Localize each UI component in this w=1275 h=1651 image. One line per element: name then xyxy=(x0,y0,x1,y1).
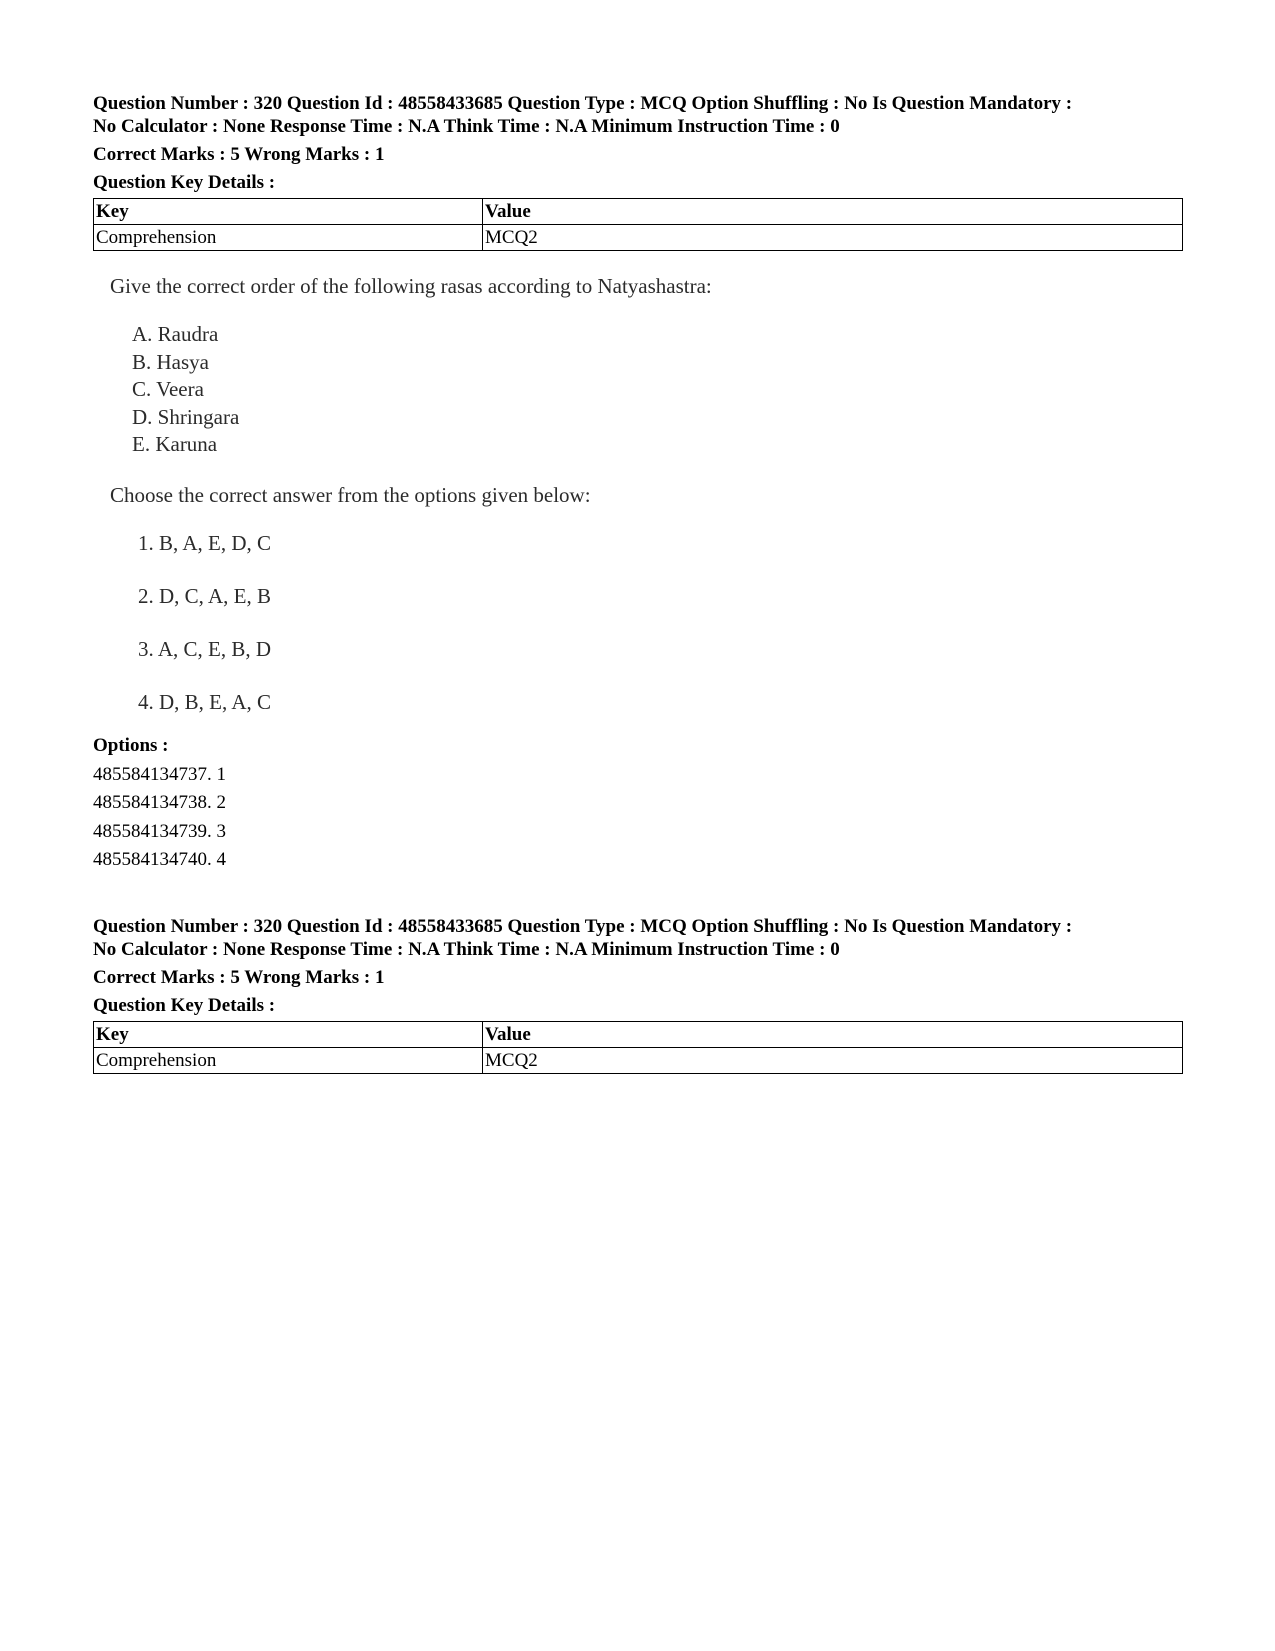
table-cell-key: Comprehension xyxy=(94,225,483,251)
question-meta-line-1: Question Number : 320 Question Id : 48558433685 Question Type : MCQ Option Shuffling : No Is Question Mandatory : xyxy=(93,915,1073,937)
list-item: 4. D, B, E, A, C xyxy=(138,689,272,714)
list-item: 485584134737. 1 xyxy=(93,763,226,785)
question-meta xyxy=(93,92,1183,138)
table-header-row xyxy=(94,199,1183,225)
question-meta xyxy=(93,915,1183,961)
list-item: 1. B, A, E, D, C xyxy=(138,530,272,555)
answer-choices xyxy=(138,530,1183,715)
list-item: 485584134740. 4 xyxy=(93,849,226,870)
table-header-key: Key xyxy=(94,1021,483,1047)
list-item: E. Karuna xyxy=(132,432,218,456)
key-details-table xyxy=(93,1021,1183,1074)
options-label: Options : xyxy=(93,734,169,756)
question-content xyxy=(110,273,1183,715)
table-header-value: Value xyxy=(483,199,1183,225)
rasa-list xyxy=(132,321,1183,459)
document-page xyxy=(93,92,1183,1074)
list-item: 3. A, C, E, B, D xyxy=(138,636,272,661)
question-meta-line-2: No Calculator : None Response Time : N.A Think Time : N.A Minimum Instruction Time : 0 xyxy=(93,938,840,960)
question-meta-line-1: Question Number : 320 Question Id : 48558433685 Question Type : MCQ Option Shuffling : No Is Question Mandatory : xyxy=(93,93,1073,114)
list-item: B. Hasya xyxy=(132,349,209,374)
marks-info: Correct Marks : 5 Wrong Marks : 1 xyxy=(93,966,385,988)
table-row xyxy=(94,1047,1183,1073)
marks-info: Correct Marks : 5 Wrong Marks : 1 xyxy=(93,144,385,165)
table-cell-key: Comprehension xyxy=(94,1047,483,1073)
question-block-2 xyxy=(93,915,1183,1074)
table-cell-value: MCQ2 xyxy=(483,1047,1183,1073)
key-details-table xyxy=(93,198,1183,251)
list-item: 485584134738. 2 xyxy=(93,792,226,813)
list-item: C. Veera xyxy=(132,377,204,401)
question-meta-line-2: No Calculator : None Response Time : N.A Think Time : N.A Minimum Instruction Time : 0 xyxy=(93,116,840,137)
list-item: 2. D, C, A, E, B xyxy=(138,583,272,608)
key-details-label: Question Key Details : xyxy=(93,994,276,1016)
table-row xyxy=(94,225,1183,251)
list-item: 485584134739. 3 xyxy=(93,820,226,842)
table-header-row xyxy=(94,1021,1183,1047)
key-details-label: Question Key Details : xyxy=(93,172,276,193)
table-header-key: Key xyxy=(94,199,483,225)
choose-instruction: Choose the correct answer from the options given below: xyxy=(110,482,591,507)
table-header-value: Value xyxy=(483,1021,1183,1047)
list-item: A. Raudra xyxy=(132,322,219,346)
table-cell-value: MCQ2 xyxy=(483,225,1183,251)
question-stem: Give the correct order of the following rasas according to Natyashastra: xyxy=(110,274,712,298)
list-item: D. Shringara xyxy=(132,404,240,429)
options-list xyxy=(93,761,1183,875)
question-block-1 xyxy=(93,92,1183,875)
